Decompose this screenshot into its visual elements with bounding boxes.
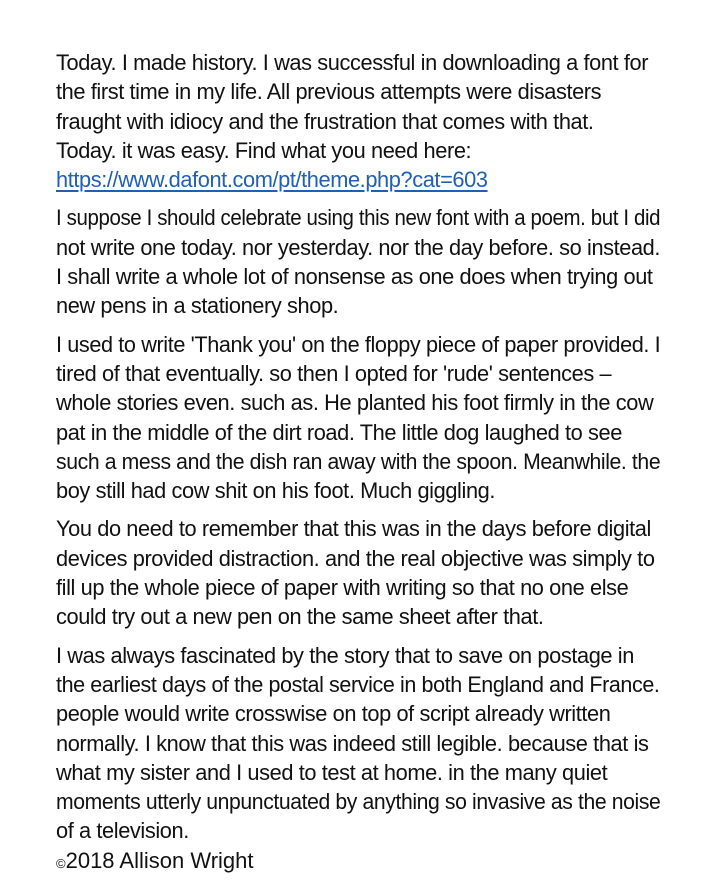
text-line: could try out a new pen on the same sheet after that. [56, 604, 544, 630]
text-line: moments utterly unpunctuated by anything so invasive as the noise [56, 789, 661, 815]
text-line: new pens in a stationery shop. [56, 293, 339, 319]
paragraph-digital [56, 514, 666, 631]
text-line: I shall write a whole lot of nonsense as one does when trying out [56, 264, 653, 290]
text-line: the first time in my life. All previous attempts were disasters [56, 79, 602, 105]
text-line: of a television. [56, 818, 189, 844]
text-line: Today. it was easy. Find what you need here: [56, 137, 472, 163]
text-line: devices provided distraction. and the real objective was simply to [56, 545, 655, 571]
copyright-notice [56, 846, 666, 878]
text-line: I used to write 'Thank you' on the floppy piece of paper provided. I [56, 331, 661, 357]
document-page [56, 48, 666, 878]
text-line: the earliest days of the postal service in both England and France. [56, 671, 660, 697]
paragraph-postage [56, 641, 666, 846]
text-line: what my sister and I used to test at home. in the many quiet [56, 759, 608, 785]
text-line: such a mess and the dish ran away with the spoon. Meanwhile. the [56, 448, 661, 474]
copyright-text: 2018 Allison Wright [65, 847, 254, 873]
paragraph-thank-you [56, 330, 666, 506]
paragraph-celebrate [56, 203, 666, 320]
text-line: people would write crosswise on top of script already written [56, 701, 611, 727]
dafont-link[interactable]: https://www.dafont.com/pt/theme.php?cat=603 [56, 167, 488, 193]
text-line: not write one today. nor yesterday. nor the day before. so instead. [56, 234, 661, 260]
text-line: boy still had cow shit on his foot. Much giggling. [56, 478, 496, 504]
text-line: Today. I made history. I was successful in downloading a font for [56, 50, 649, 75]
copyright-symbol: © [56, 855, 66, 871]
text-line: pat in the middle of the dirt road. The little dog laughed to see [56, 419, 622, 445]
text-line: fraught with idiocy and the frustration that comes with that. [56, 108, 594, 134]
text-line: tired of that eventually. so then I opted for 'rude' sentences – [56, 360, 612, 386]
text-line: fill up the whole piece of paper with writing so that no one else [56, 575, 629, 601]
text-line: normally. I know that this was indeed still legible. because that is [56, 730, 649, 756]
paragraph-intro [56, 48, 666, 194]
text-line: You do need to remember that this was in the days before digital [56, 516, 651, 542]
text-line: I suppose I should celebrate using this new font with a poem. but I did [56, 205, 661, 231]
text-line: whole stories even. such as. He planted his foot firmly in the cow [56, 390, 654, 416]
text-line: I was always fascinated by the story that to save on postage in [56, 642, 634, 668]
